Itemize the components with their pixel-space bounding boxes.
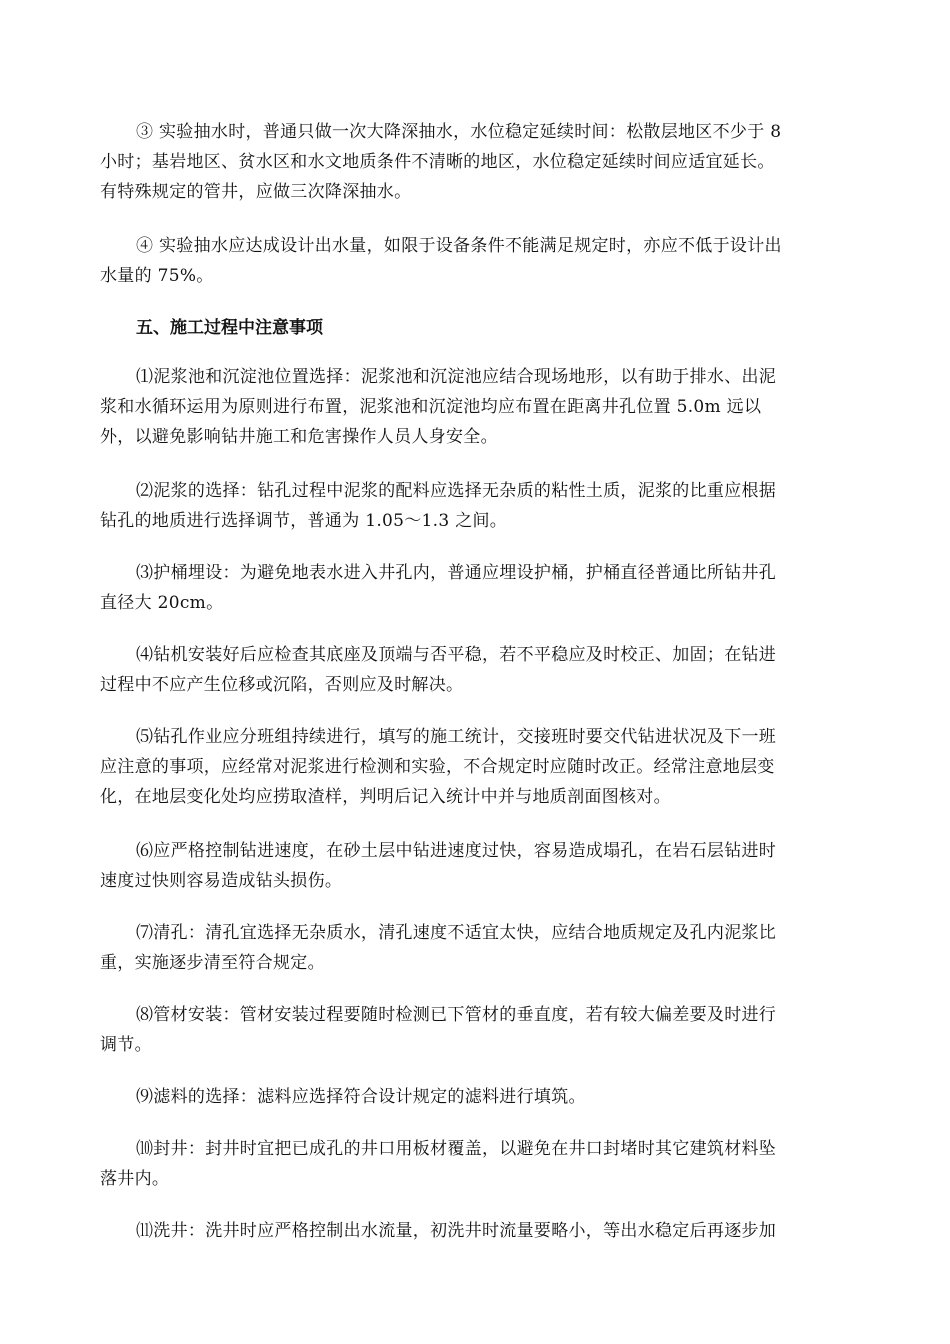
text-line: 小时；基岩地区、贫水区和水文地质条件不清晰的地区，水位稳定延续时间应适宜延长。 [100, 152, 775, 172]
text-line: 化，在地层变化处均应捞取渣样，判明后记入统计中并与地质剖面图核对。 [100, 787, 671, 807]
text-line: 调节。 [100, 1035, 152, 1055]
text-line: 水量的 75%。 [100, 266, 214, 286]
text-line: 速度过快则容易造成钻头损伤。 [100, 871, 343, 891]
text-line: ⑷钻机安装好后应检查其底座及顶端与否平稳，若不平稳应及时校正、加固；在钻进 [136, 645, 777, 665]
list-item-10 [100, 1134, 852, 1194]
paragraph-pumping-test-3 [100, 117, 852, 207]
text-line: ⑵泥浆的选择：钻孔过程中泥浆的配料应选择无杂质的粘性土质，泥浆的比重应根据 [136, 481, 777, 501]
text-line: ③ 实验抽水时，普通只做一次大降深抽水，水位稳定延续时间：松散层地区不少于 8 [136, 122, 782, 142]
text-line: ⑹应严格控制钻进速度，在砂土层中钻进速度过快，容易造成塌孔，在岩石层钻进时 [136, 841, 777, 861]
text-line: ⑸钻孔作业应分班组持续进行，填写的施工统计，交接班时要交代钻进状况及下一班 [136, 727, 777, 747]
text-line: ⑴泥浆池和沉淀池位置选择：泥浆池和沉淀池应结合现场地形，以有助于排水、出泥 [136, 367, 777, 387]
text-line: ⑽封井：封井时宜把已成孔的井口用板材覆盖，以避免在井口封堵时其它建筑材料坠 [136, 1139, 777, 1159]
paragraph-pumping-test-4 [100, 231, 852, 291]
text-line: ⑻管材安装：管材安装过程要随时检测已下管材的垂直度，若有较大偏差要及时进行 [136, 1005, 777, 1025]
text-line: 外，以避免影响钻井施工和危害操作人员人身安全。 [100, 427, 498, 447]
text-line: 落井内。 [100, 1169, 170, 1189]
list-item-11 [100, 1216, 852, 1246]
text-line: ⑾洗井：洗井时应严格控制出水流量，初洗井时流量要略小，等出水稳定后再逐步加 [136, 1221, 777, 1241]
list-item-9 [100, 1082, 852, 1112]
text-line: 直径大 20cm。 [100, 593, 224, 613]
text-line: ⑼滤料的选择：滤料应选择符合设计规定的滤料进行填筑。 [136, 1087, 586, 1107]
list-item-5 [100, 722, 852, 812]
text-line: ⑶护桶埋设：为避免地表水进入井孔内，普通应埋设护桶，护桶直径普通比所钻井孔 [136, 563, 777, 583]
list-item-3 [100, 558, 852, 618]
list-item-6 [100, 836, 852, 896]
text-line: 过程中不应产生位移或沉陷，否则应及时解决。 [100, 675, 464, 695]
text-line: ④ 实验抽水应达成设计出水量，如限于设备条件不能满足规定时，亦应不低于设计出 [136, 236, 782, 256]
text-line: 浆和水循环运用为原则进行布置，泥浆池和沉淀池均应布置在距离井孔位置 5.0m 远以 [100, 397, 762, 417]
list-item-8 [100, 1000, 852, 1060]
list-item-1 [100, 362, 852, 452]
text-line: ⑺清孔：清孔宜选择无杂质水，清孔速度不适宜太快，应结合地质规定及孔内泥浆比 [136, 923, 777, 943]
text-line: 钻孔的地质进行选择调节，普通为 1.05～1.3 之间。 [100, 511, 508, 531]
list-item-2 [100, 476, 852, 536]
section-heading: 五、施工过程中注意事项 [136, 318, 323, 338]
list-item-7 [100, 918, 852, 978]
text-line: 有特殊规定的管井，应做三次降深抽水。 [100, 182, 412, 202]
text-line: 重，实施逐步清至符合规定。 [100, 953, 325, 973]
list-item-4 [100, 640, 852, 700]
text-line: 应注意的事项，应经常对泥浆进行检测和实验，不合规定时应随时改正。经常注意地层变 [100, 757, 775, 777]
